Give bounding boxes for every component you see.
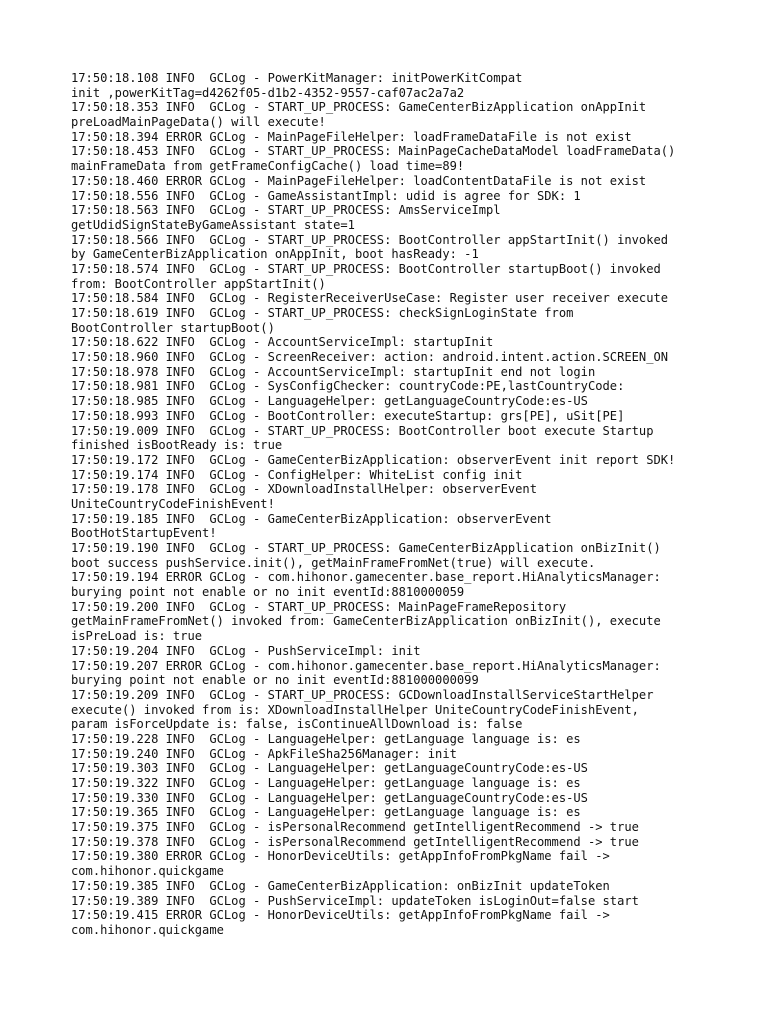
log-line: 17:50:19.375 INFO GCLog - isPersonalRecommend getIntelligentRecommend -> true	[71, 820, 639, 835]
log-line: from: BootController appStartInit()	[71, 276, 326, 291]
log-line: 17:50:19.207 ERROR GCLog - com.hihonor.gamecenter.base_report.HiAnalyticsManager:	[71, 658, 661, 673]
log-line: 17:50:18.584 INFO GCLog - RegisterReceiverUseCase: Register user receiver execute	[71, 291, 669, 306]
log-line: 17:50:18.978 INFO GCLog - AccountServiceImpl: startupInit end not login	[71, 364, 596, 379]
log-line: com.hihonor.quickgame	[71, 922, 224, 937]
log-line: 17:50:19.209 INFO GCLog - START_UP_PROCESS: GCDownloadInstallServiceStartHelper	[71, 687, 654, 702]
log-line: execute() invoked from is: XDownloadInstallHelper UniteCountryCodeFinishEvent,	[71, 702, 639, 717]
log-line: 17:50:19.322 INFO GCLog - LanguageHelper: getLanguage language is: es	[71, 776, 581, 790]
log-line: 17:50:19.190 INFO GCLog - START_UP_PROCESS: GameCenterBizApplication onBizInit()	[71, 541, 661, 555]
log-line: init ,powerKitTag=d4262f05-d1b2-4352-9557-caf07ac2a7a2	[71, 85, 465, 100]
log-line: 17:50:19.194 ERROR GCLog - com.hihonor.gamecenter.base_report.HiAnalyticsManager:	[71, 570, 661, 585]
log-line: mainFrameData from getFrameConfigCache() load time=89!	[71, 159, 465, 174]
log-line: 17:50:18.566 INFO GCLog - START_UP_PROCESS: BootController appStartInit() invoked	[71, 232, 669, 247]
log-line: 17:50:19.330 INFO GCLog - LanguageHelper: getLanguageCountryCode:es-US	[71, 790, 588, 805]
log-line: 17:50:19.365 INFO GCLog - LanguageHelper: getLanguage language is: es	[71, 805, 581, 820]
log-line: 17:50:19.303 INFO GCLog - LanguageHelper: getLanguageCountryCode:es-US	[71, 761, 588, 776]
log-line: BootHotStartupEvent!	[71, 526, 217, 541]
log-line: boot success pushService.init(), getMainFrameFromNet(true) will execute.	[71, 555, 596, 570]
log-line: 17:50:18.460 ERROR GCLog - MainPageFileHelper: loadContentDataFile is not exist	[71, 173, 647, 188]
log-line: 17:50:19.009 INFO GCLog - START_UP_PROCESS: BootController boot execute Startup	[71, 423, 654, 438]
log-line: 17:50:19.378 INFO GCLog - isPersonalRecommend getIntelligentRecommend -> true	[71, 834, 639, 849]
log-line: isPreLoad is: true	[71, 629, 203, 644]
log-line: BootController startupBoot()	[71, 320, 275, 335]
log-line: 17:50:18.622 INFO GCLog - AccountServiceImpl: startupInit	[71, 335, 494, 350]
log-line: 17:50:19.389 INFO GCLog - PushServiceImpl: updateToken isLoginOut=false start	[71, 893, 639, 908]
log-line: param isForceUpdate is: false, isContinueAllDownload is: false	[71, 717, 523, 732]
log-line: 17:50:19.178 INFO GCLog - XDownloadInstallHelper: observerEvent	[71, 482, 537, 497]
log-line: getUdidSignStateByGameAssistant state=1	[71, 217, 355, 232]
log-line: finished isBootReady is: true	[71, 438, 283, 453]
log-line: 17:50:18.993 INFO GCLog - BootController: executeStartup: grs[PE], uSit[PE]	[71, 408, 625, 423]
log-line: 17:50:18.619 INFO GCLog - START_UP_PROCESS: checkSignLoginState from	[71, 306, 574, 320]
log-line: 17:50:18.453 INFO GCLog - START_UP_PROCESS: MainPageCacheDataModel loadFrameData()	[71, 144, 676, 159]
log-line: 17:50:18.563 INFO GCLog - START_UP_PROCESS: AmsServiceImpl	[71, 203, 501, 218]
log-line: burying point not enable or no init eventId:8810000059	[71, 585, 465, 600]
log-line: 17:50:19.172 INFO GCLog - GameCenterBizApplication: observerEvent init report SDK!	[71, 452, 676, 467]
log-line: 17:50:18.353 INFO GCLog - START_UP_PROCESS: GameCenterBizApplication onAppInit	[71, 100, 647, 115]
log-line: com.hihonor.quickgame	[71, 864, 224, 879]
log-line: 17:50:19.204 INFO GCLog - PushServiceImpl: init	[71, 643, 421, 658]
log-line: getMainFrameFromNet() invoked from: GameCenterBizApplication onBizInit(), execute	[71, 614, 661, 629]
log-line: 17:50:19.385 INFO GCLog - GameCenterBizApplication: onBizInit updateToken	[71, 878, 610, 893]
log-line: 17:50:19.415 ERROR GCLog - HonorDeviceUtils: getAppInfoFromPkgName fail ->	[71, 908, 610, 923]
log-line: 17:50:18.574 INFO GCLog - START_UP_PROCESS: BootController startupBoot() invoked	[71, 261, 661, 276]
log-line: UniteCountryCodeFinishEvent!	[71, 496, 275, 511]
log-line: 17:50:19.174 INFO GCLog - ConfigHelper: WhiteList config init	[71, 467, 523, 482]
log-line: 17:50:19.240 INFO GCLog - ApkFileSha256Manager: init	[71, 746, 457, 761]
log-line: 17:50:18.556 INFO GCLog - GameAssistantImpl: udid is agree for SDK: 1	[71, 188, 581, 203]
log-line: 17:50:19.380 ERROR GCLog - HonorDeviceUtils: getAppInfoFromPkgName fail ->	[71, 849, 610, 864]
log-line: preLoadMainPageData() will execute!	[71, 115, 326, 130]
log-line: burying point not enable or no init eventId:881000000099	[71, 673, 479, 688]
log-line: 17:50:18.985 INFO GCLog - LanguageHelper: getLanguageCountryCode:es-US	[71, 394, 588, 409]
log-line: 17:50:19.228 INFO GCLog - LanguageHelper: getLanguage language is: es	[71, 731, 581, 746]
log-line: 17:50:18.960 INFO GCLog - ScreenReceiver: action: android.intent.action.SCREEN_ON	[71, 350, 669, 365]
log-document	[71, 71, 731, 938]
log-line: 17:50:19.200 INFO GCLog - START_UP_PROCESS: MainPageFrameRepository	[71, 599, 567, 614]
log-line: 17:50:18.108 INFO GCLog - PowerKitManager: initPowerKitCompat	[71, 71, 523, 85]
log-line: 17:50:18.981 INFO GCLog - SysConfigChecker: countryCode:PE,lastCountryCode:	[71, 379, 625, 394]
log-line: 17:50:18.394 ERROR GCLog - MainPageFileHelper: loadFrameDataFile is not exist	[71, 129, 632, 144]
log-line: 17:50:19.185 INFO GCLog - GameCenterBizApplication: observerEvent	[71, 511, 552, 526]
log-line: by GameCenterBizApplication onAppInit, boot hasReady: -1	[71, 247, 479, 262]
